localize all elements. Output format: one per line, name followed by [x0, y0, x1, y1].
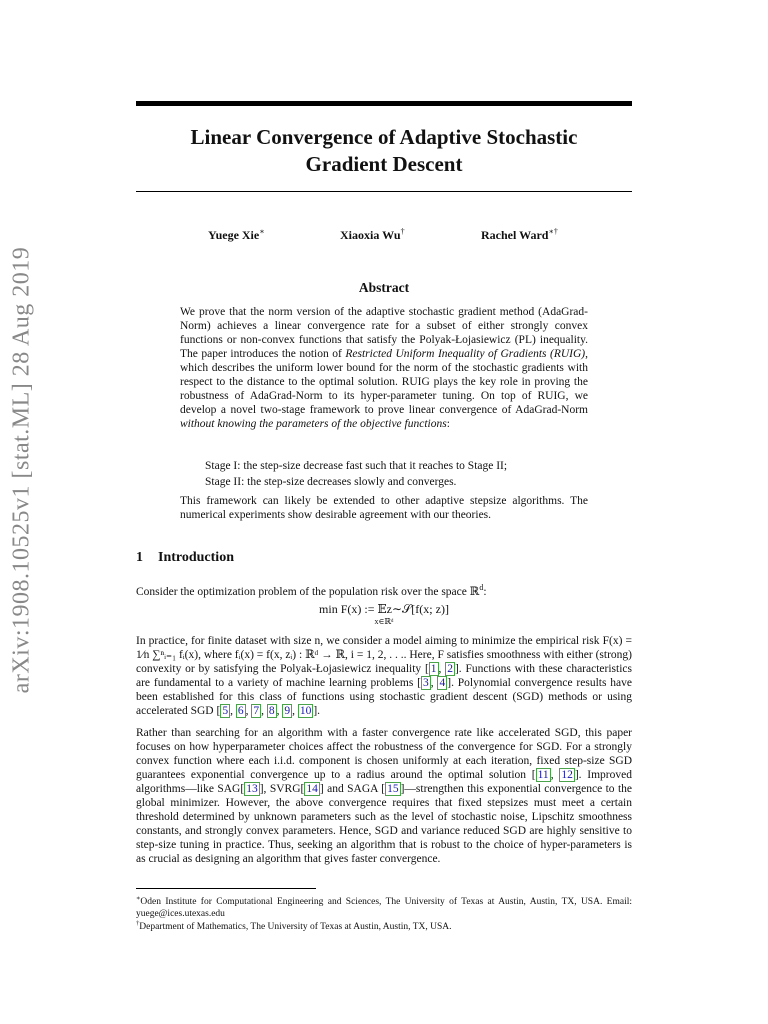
intro-paragraph-2: In practice, for finite dataset with size n, we consider a model aiming to minimize the empirical risk F(x) = 1⁄n ∑ⁿᵢ₌₁ fᵢ(x), where fᵢ(x) = f(x, zᵢ) : ℝᵈ → ℝ, i = 1, 2, . . .. Here, F satisfies smoothness with either (strong) convexity or by satisfying the Polyak-Łojasiewicz inequality [ 1 , 2 ]. Functions with these characteristics are fundamental to a variety of machine learning problems [ 3 , 4 ]. Polynomial convergence results have been established for this class of functions using stochastic gradient descent (SGD) methods or using accelerated SGD [ 5 , 6 , 7 , 8 , 9 , 10 ].: [136, 635, 632, 717]
abstract-heading: Abstract: [358, 280, 410, 295]
citation-link[interactable]: 14: [306, 783, 318, 795]
citation-link[interactable]: 4: [439, 677, 446, 689]
citation-link[interactable]: 8: [268, 705, 275, 717]
citation-link[interactable]: 15: [387, 783, 399, 795]
author-mark: ∗: [259, 227, 265, 236]
footnote-2: †Department of Mathematics, The University of Texas at Austin, Austin, TX, USA.: [136, 920, 452, 933]
author-mark: ∗†: [548, 227, 558, 236]
citation-link[interactable]: 7: [253, 705, 260, 717]
stage-2: Stage II: the step-size decreases slowly and converges.: [205, 476, 457, 488]
footnote-1: ∗Oden Institute for Computational Engineering and Sciences, The University of Texas at Austin, Austin, TX, USA. Email: yuege@ices.utexas.edu: [136, 895, 632, 920]
author-name: Xiaoxia Wu: [340, 228, 401, 242]
author-3: [481, 227, 558, 243]
citation-link[interactable]: 3: [422, 677, 429, 689]
title-line-2: Gradient Descent: [305, 152, 463, 176]
top-rule: [136, 101, 632, 106]
ruig-term: Restricted Uniform Inequality of Gradients (RUIG): [345, 348, 586, 360]
citation-link[interactable]: 9: [284, 705, 291, 717]
equation-text: min F(x) := 𝔼z∼𝒮[f(x; z)]: [319, 602, 449, 616]
citation-link[interactable]: 10: [299, 705, 312, 717]
author-mark: †: [400, 227, 405, 236]
author-name: Rachel Ward: [481, 228, 549, 242]
citation-link[interactable]: 13: [246, 783, 258, 795]
citation-link[interactable]: 2: [447, 663, 453, 675]
equation-subscript: x∈ℝᵈ: [374, 617, 394, 626]
arxiv-id: arXiv:1908.10525v1 [stat.ML] 28 Aug 2019: [8, 246, 35, 694]
section-number: 1: [136, 550, 143, 565]
author-1: [208, 227, 265, 243]
intro-paragraph-1: Consider the optimization problem of the population risk over the space ℝ$^d$:: [136, 583, 487, 598]
citation-link[interactable]: 1: [430, 663, 437, 675]
equation-population-risk: [136, 602, 632, 626]
title-line-1: Linear Convergence of Adaptive Stochastic: [190, 125, 578, 149]
title-rule: [136, 191, 632, 192]
emphasis: without knowing the parameters of the objective functions: [180, 418, 447, 430]
citation-link[interactable]: 5: [222, 705, 229, 717]
citation-link[interactable]: 11: [537, 769, 549, 781]
section-heading: [136, 550, 234, 566]
abstract-closing: This framework can likely be extended to other adaptive stepsize algorithms. The numerical experiments show desirable agreement with our theories.: [180, 495, 588, 521]
paper-title: [136, 124, 632, 178]
abstract-body: We prove that the norm version of the adaptive stochastic gradient method (AdaGrad-Norm) achieves a linear convergence rate for a subset of either strongly convex functions or non-convex functions that satisfy the Polyak-Łojasiewicz (PL) inequality. The paper introduces the notion of Restricted Uniform Inequality of Gradients (RUIG), which describes the uniform lower bound for the norm of the stochastic gradients with respect to the distance to the optimal solution. RUIG plays the key role in proving the robustness of AdaGrad-Norm to its hyper-parameter tuning. On top of RUIG, we develop a novel two-stage framework to prove linear convergence of AdaGrad-Norm without knowing the parameters of the objective functions:: [180, 306, 589, 430]
citation-link[interactable]: 12: [561, 769, 573, 781]
author-name: Yuege Xie: [208, 228, 260, 242]
footnote-rule: [136, 888, 316, 889]
section-title: Introduction: [158, 550, 234, 565]
author-2: [340, 227, 405, 243]
citation-link[interactable]: 6: [237, 705, 244, 717]
intro-paragraph-3: Rather than searching for an algorithm with a faster convergence rate like accelerated SGD, this paper focuses on how hyperparameter choices affect the robustness of the convergence for SGD. For a strongly convex function where each i.i.d. component is chosen uniformly at each iteration, fixed step-size SGD guarantees exponential convergence up to a radius around the optimal solution [ 11 , 12 ]. Improved algorithms—like SAG[ 13 ], SVRG[ 14 ] and SAGA [ 15 ]—strengthen this exponential convergence to the global minimizer. However, the above convergence requires that fixed stepsizes must meet a certain threshold determined by unknown parameters such as the level of stochastic noise, Lipschitz smoothness constants, and strongly convex parameters. Hence, SGD and variance reduced SGD are highly sensitive to step-size tuning in practice. Thus, seeking an algorithm that is robust to the choice of hyper-parameters is as crucial as designing an algorithm that gives faster convergence.: [136, 727, 632, 865]
stage-1: Stage I: the step-size decrease fast such that it reaches to Stage II;: [205, 460, 508, 472]
